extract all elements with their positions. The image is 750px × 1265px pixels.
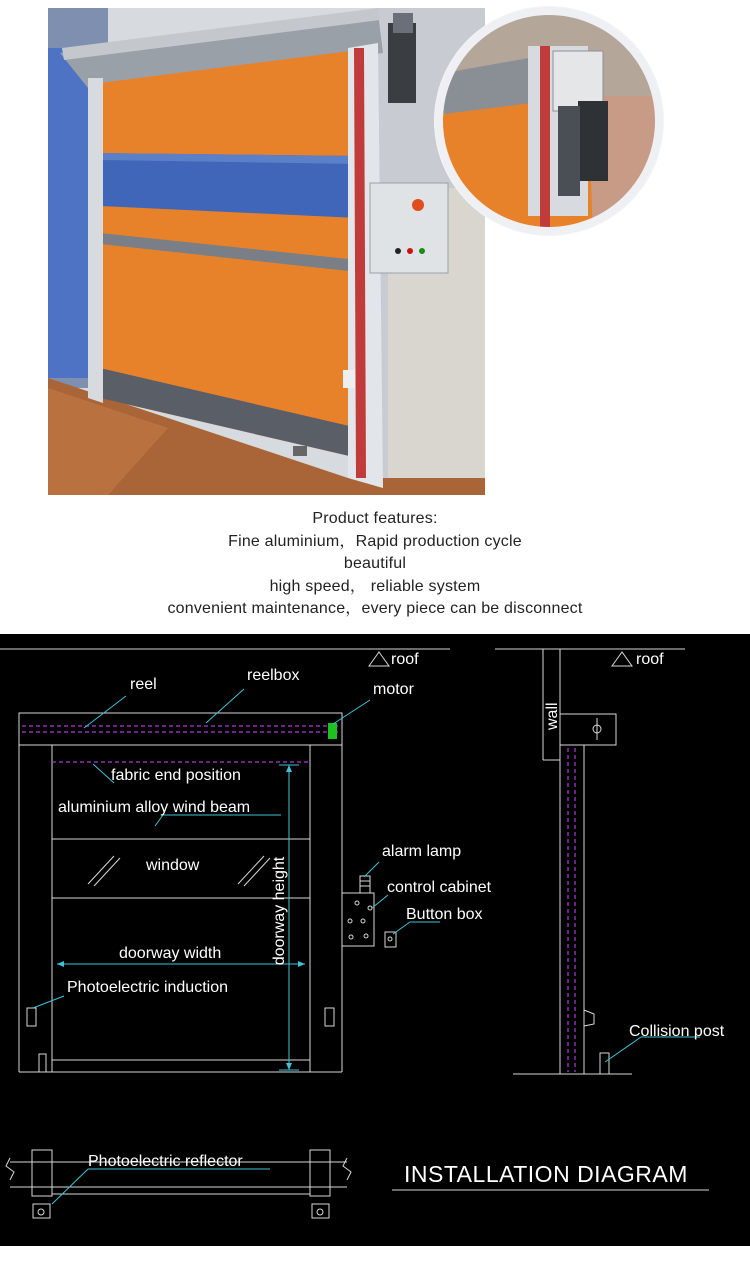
fabric-end-position-label: fabric end position [111, 767, 241, 784]
motor-detail-inset [428, 6, 670, 236]
collision-post-label: Collision post [629, 1023, 725, 1040]
feature-line: Fine aluminium，Rapid production cycle [228, 532, 522, 550]
button-box-label: Button box [406, 906, 483, 923]
photoelectric-induction-label: Photoelectric induction [67, 979, 228, 996]
feature-line: high speed， reliable system [269, 577, 481, 595]
installation-diagram [0, 634, 750, 1246]
roof-label-left: roof [391, 651, 419, 668]
wall-label: wall [544, 702, 561, 730]
window-label: window [146, 857, 200, 874]
doorway-width-label: doorway width [119, 945, 222, 962]
motor-icon [328, 723, 337, 739]
features-heading: Product features: [312, 510, 438, 527]
reelbox-label: reelbox [247, 667, 300, 684]
feature-line: beautiful [343, 555, 407, 572]
feature-line: convenient maintenance，every piece can be disconnect [167, 600, 583, 617]
alarm-lamp-label: alarm lamp [382, 843, 462, 860]
motor-label: motor [373, 681, 414, 698]
installation-diagram-title: INSTALLATION DIAGRAM [404, 1161, 688, 1187]
product-features [0, 508, 750, 621]
doorway-height-label: doorway height [271, 856, 288, 966]
roof-label-right: roof [636, 651, 664, 668]
wind-beam-label: aluminium alloy wind beam [58, 799, 251, 816]
photoelectric-reflector-label: Photoelectric reflector [88, 1153, 243, 1170]
product-photo [48, 8, 485, 495]
control-cabinet-label: control cabinet [387, 879, 492, 896]
reel-label: reel [130, 676, 157, 693]
